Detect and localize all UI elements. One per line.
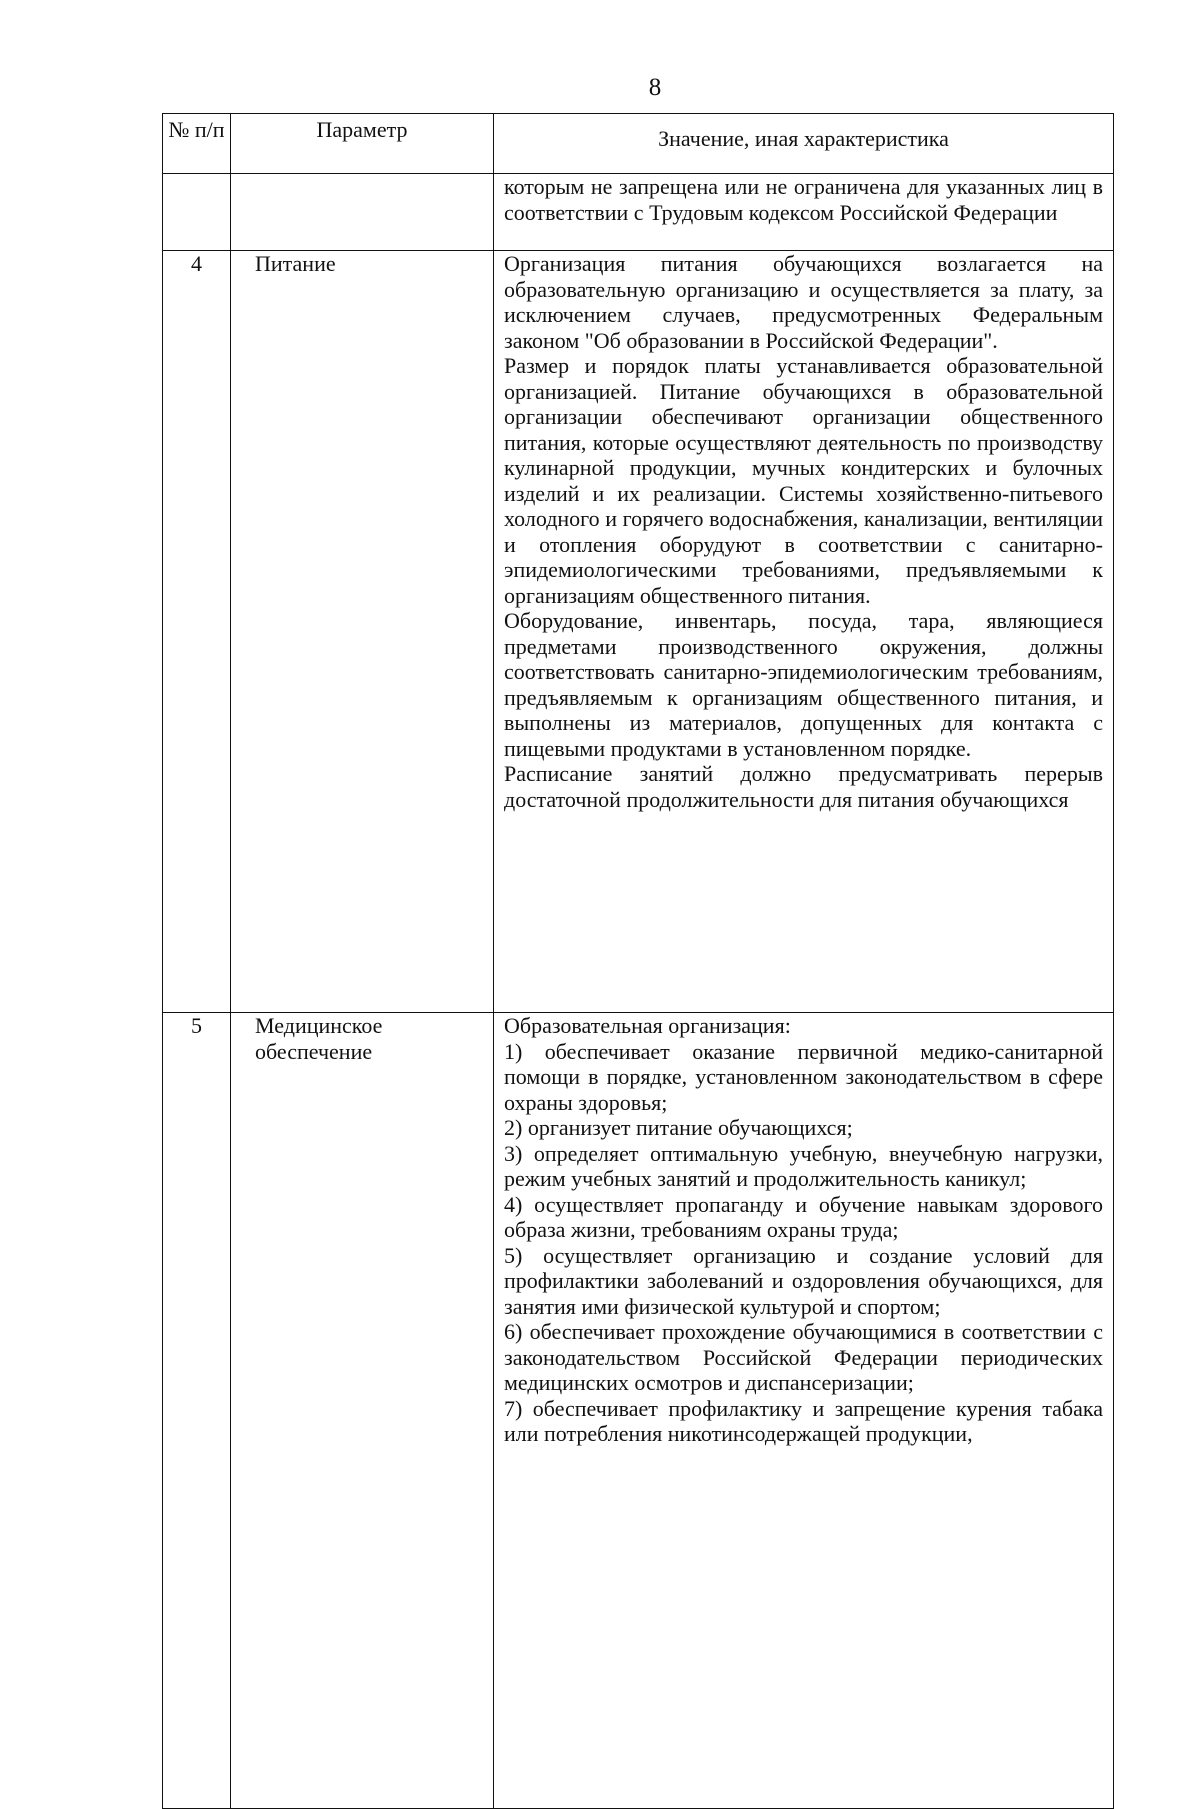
value-paragraph: которым не запрещена или не ограничена для указанных лиц в соответствии с Трудовым кодексом Российской Федерации [504, 174, 1103, 225]
row-number [163, 174, 231, 251]
row-number: 4 [163, 251, 231, 1013]
value-paragraph: Образовательная организация: [504, 1013, 791, 1038]
header-value: Значение, иная характеристика [494, 114, 1114, 174]
header-number: № п/п [163, 114, 231, 174]
value-paragraph: Размер и порядок платы устанавливается образовательной организацией. Питание обучающихся в образовательной организации обеспечивают организации общественного питания, которые осуществляют деятельность по производству кулинарной продукции, мучных кондитерских и булочных изделий и их реализации. Системы хозяйственно-питьевого холодного и горячего водоснабжения, канализации, вентиляции и отопления оборудуют в соответствии с санитарно-эпидемиологическими требованиями, предъявляемыми к организациям общественного питания. [504, 353, 1103, 608]
requirements-table [162, 113, 1114, 1809]
table-row [163, 174, 1114, 251]
row-parameter [231, 174, 494, 251]
value-paragraph: Расписание занятий должно предусматривать перерыв достаточной продолжительности для питания обучающихся [504, 761, 1103, 812]
table-row [163, 1013, 1114, 1809]
row-value [494, 251, 1114, 1013]
value-paragraph: Организация питания обучающихся возлагается на образовательную организацию и осуществляется за плату, за исключением случаев, предусмотренных Федеральным законом "Об образовании в Российской Федерации". [504, 251, 1103, 353]
row-number: 5 [163, 1013, 231, 1809]
row-parameter: Питание [231, 251, 494, 1013]
row-parameter: Медицинское обеспечение [231, 1013, 494, 1809]
value-paragraph: Оборудование, инвентарь, посуда, тара, являющиеся предметами производственного окружения, должны соответствовать санитарно-эпидемиологическим требованиям, предъявляемым к организациям общественного питания, и выполнены из материалов, допущенных для контакта с пищевыми продуктами в установленном порядке. [504, 608, 1103, 761]
header-parameter: Параметр [231, 114, 494, 174]
value-paragraph: 1) обеспечивает оказание первичной медико-санитарной помощи в порядке, установленном законодательством в сфере охраны здоровья; [504, 1038, 1103, 1115]
value-paragraph: 5) осуществляет организацию и создание условий для профилактики заболеваний и оздоровления обучающихся, для занятия ими физической культурой и спортом; [504, 1242, 1103, 1319]
value-paragraph: 4) осуществляет пропаганду и обучение навыкам здорового образа жизни, требованиям охраны труда; [504, 1191, 1103, 1242]
value-paragraph: 3) определяет оптимальную учебную, внеучебную нагрузки, режим учебных занятий и продолжительность каникул; [504, 1140, 1103, 1191]
value-paragraph: 2) организует питание обучающихся; [504, 1115, 853, 1140]
row-value [494, 1013, 1114, 1809]
table-row [163, 251, 1114, 1013]
value-paragraph: 7) обеспечивает профилактику и запрещение курения табака или потребления никотинсодержащей продукции, [504, 1395, 1103, 1446]
row-value [494, 174, 1114, 251]
page-number: 8 [648, 74, 662, 101]
table-header-row [163, 114, 1114, 174]
value-paragraph: 6) обеспечивает прохождение обучающимися в соответствии с законодательством Российской Федерации периодических медицинских осмотров и диспансеризации; [504, 1319, 1103, 1395]
